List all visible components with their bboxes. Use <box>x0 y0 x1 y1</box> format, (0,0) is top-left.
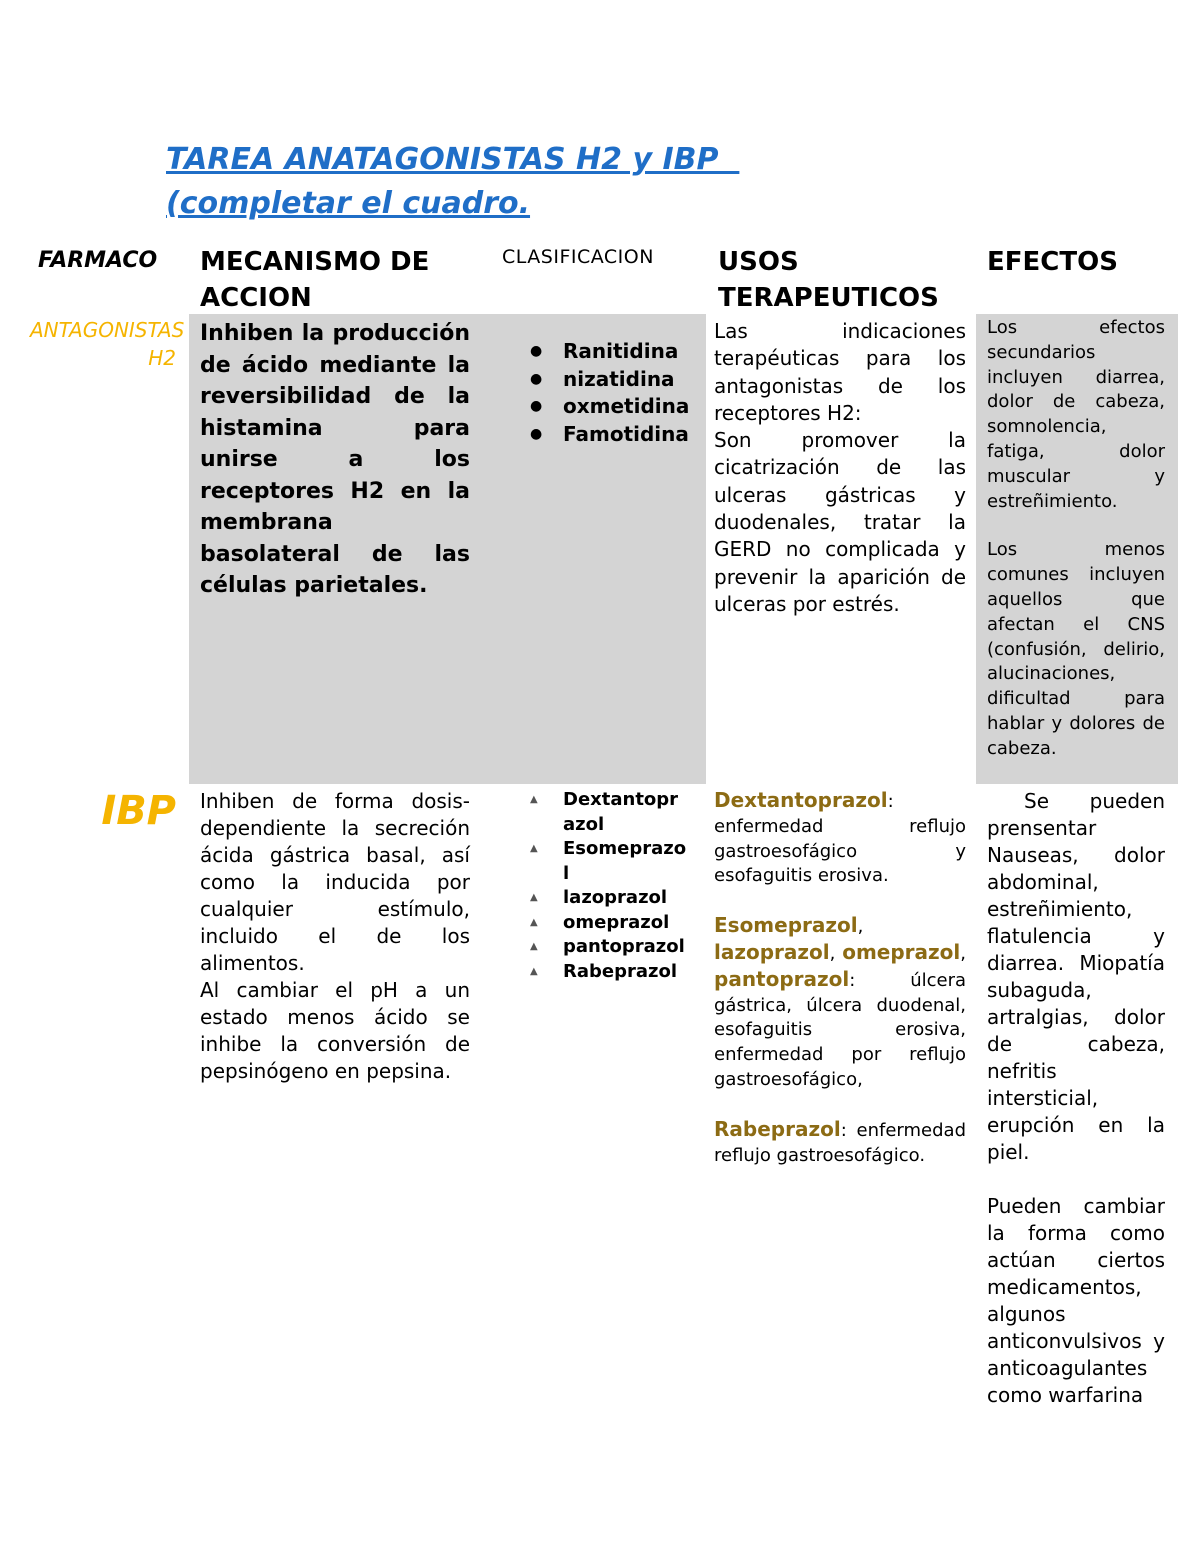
header-clasificacion: CLASIFICACION <box>502 246 654 268</box>
ibp-efectos <box>987 788 1165 1409</box>
list-item: ▲ pantoprazol <box>530 935 700 960</box>
drug-name: pantoprazol <box>714 966 850 991</box>
list-item: ▲ Rabeprazol <box>530 960 700 985</box>
list-item: ▲ Dextantoprazol <box>530 788 688 837</box>
h2-usos-paragraph: Son promover la cicatrización de las ulceras gástricas y duodenales, tratar la GERD no complicada y prevenir la aparición de ulceras por estrés. <box>714 428 966 616</box>
ibp-usos-group-2: Esomeprazol, lazoprazol, omeprazol, pantoprazol: úlcera gástrica, úlcera duodenal, esofaguitis erosiva, enfermedad por reflujo gastroesofágico, <box>714 913 966 1090</box>
list-item: ▲ Esomeprazol <box>530 837 688 886</box>
title-line-1: TAREA ANATAGONISTAS H2 y IBP <box>166 142 740 177</box>
header-farmaco: FARMACO <box>38 248 158 273</box>
h2-usos-paragraph: Las indicaciones terapéuticas para los antagonistas de los receptores H2: <box>714 319 966 425</box>
ibp-usos-group-1: Dextantoprazol: enfermedad reflujo gastroesofágico y esofaguitis erosiva. <box>714 788 966 887</box>
h2-clasificacion-list <box>530 338 700 448</box>
ibp-usos <box>714 788 966 1168</box>
drug-name: Esomeprazol <box>714 913 858 938</box>
ibp-usos-group-3: Rabeprazol: enfermedad reflujo gastroesofágico. <box>714 1116 966 1166</box>
drug-name: Rabeprazol <box>714 1116 841 1141</box>
usos-text: úlcera gástrica, úlcera duodenal, esofaguitis erosiva, enfermedad por reflujo gastroesofágico, <box>714 969 966 1090</box>
list-item: ● Famotidina <box>530 421 700 449</box>
ibp-mecanismo-paragraph: Inhiben de forma dosis-dependiente la secreción ácida gástrica basal, así como la inducida por cualquier estímulo, incluido el de los alimentos. <box>200 789 470 975</box>
list-item: ● Ranitidina <box>530 338 700 366</box>
document-title <box>166 138 866 226</box>
h2-efectos-paragraph: Los menos comunes incluyen aquellos que afectan el CNS (confusión, delirio, alucinaciones, dificultad para hablar y dolores de cabeza. <box>987 539 1165 759</box>
drug-name: lazoprazol <box>714 939 830 964</box>
usos-text: enfermedad reflujo gastroesofágico y esofaguitis erosiva. <box>714 815 966 887</box>
ibp-efectos-paragraph: Se pueden prensentar Nauseas, dolor abdominal, estreñimiento, flatulencia y diarrea. Miopatía subaguda, artralgias, dolor de cabeza, nefritis intersticial, erupción en la piel. <box>987 789 1165 1164</box>
drug-name: Dextantoprazol <box>714 788 888 812</box>
usos-text: enfermedad reflujo gastroesofágico. <box>714 1119 966 1166</box>
h2-usos <box>714 318 966 618</box>
drug-name: omeprazol <box>842 939 961 964</box>
ibp-efectos-paragraph: Pueden cambiar la forma como actúan ciertos medicamentos, algunos anticonvulsivos y anticoagulantes como warfarina <box>987 1194 1165 1407</box>
list-item: ● nizatidina <box>530 366 700 394</box>
h2-mecanismo: Inhiben la producción de ácido mediante la reversibilidad de la histamina para unirse a los receptores H2 en la membrana basolateral de las células parietales. <box>200 321 470 598</box>
ibp-mecanismo-paragraph: Al cambiar el pH a un estado menos ácido se inhibe la conversión de pepsinógeno en pepsina. <box>200 978 470 1083</box>
ibp-clasificacion-list <box>530 788 700 984</box>
header-usos: USOS TERAPEUTICOS <box>718 247 939 313</box>
h2-efectos-paragraph: Los efectos secundarios incluyen diarrea, dolor de cabeza, somnolencia, fatiga, dolor muscular y estreñimiento. <box>987 317 1165 512</box>
header-efectos: EFECTOS <box>987 247 1118 277</box>
h2-efectos <box>987 316 1165 762</box>
row-label-h2: ANTAGONISTAS H2 <box>30 318 185 370</box>
list-item: ● oxmetidina <box>530 393 700 421</box>
title-line-2: (completar el cuadro. <box>166 186 531 221</box>
list-item: ▲ lazoprazol <box>530 886 700 911</box>
ibp-mecanismo <box>200 788 470 1085</box>
list-item: ▲ omeprazol <box>530 911 700 936</box>
row-label-ibp: IBP <box>101 788 176 834</box>
header-mecanismo: MECANISMO DE ACCION <box>200 247 430 313</box>
